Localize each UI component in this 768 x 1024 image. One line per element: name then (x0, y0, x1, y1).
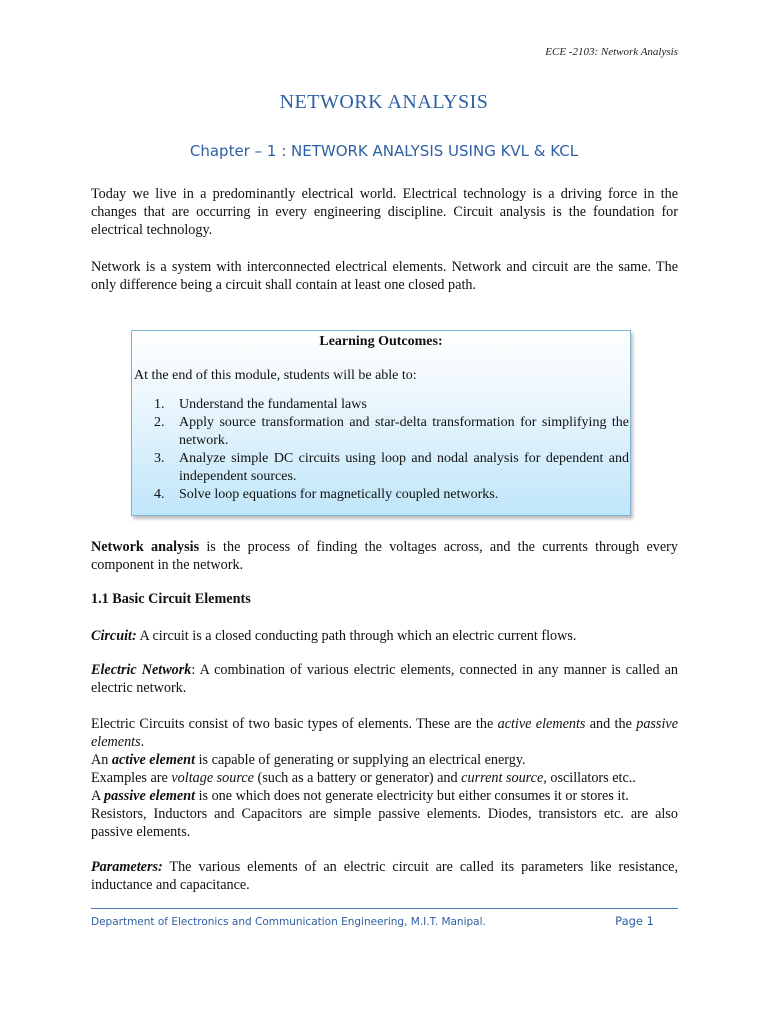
learning-outcomes-intro: At the end of this module, students will be able to: (134, 368, 417, 383)
text-run: is one which does not generate electricity but either consumes it or stores it. (195, 788, 629, 804)
network-paragraph: Network is a system with interconnected electrical elements. Network and circuit are the same. The only difference being a circuit shall contain at least one closed path. (91, 259, 678, 293)
learning-outcomes-box (131, 330, 631, 516)
text-run: is capable of generating or supplying an electrical energy. (195, 752, 526, 768)
element-details-paragraph (91, 751, 678, 841)
examples-line (91, 769, 678, 787)
header-course-code: ECE -2103: Network Analysis (545, 46, 678, 58)
definition-text: : A combination of various electric elements, connected in any manner is called an electric network. (91, 662, 678, 696)
emphasis-active-element: active element (111, 752, 196, 768)
page-number: 1 (646, 914, 654, 928)
footer-page (615, 914, 654, 928)
text-run: (such as a battery or generator) and (253, 770, 462, 786)
list-item (154, 486, 629, 504)
emphasis-voltage-source: voltage source (171, 770, 254, 786)
definition-text: is the process of finding the voltages across, and the currents through every component in the network. (91, 539, 678, 573)
text-run: and the (585, 716, 637, 732)
text-run: . (140, 734, 145, 750)
text-run: , oscillators etc.. (543, 770, 636, 786)
electric-network-definition (91, 661, 678, 697)
section-heading: 1.1 Basic Circuit Elements (91, 591, 251, 607)
emphasis-passive-element: passive element (104, 788, 196, 804)
list-item-text: Understand the fundamental laws (179, 397, 367, 412)
emphasis-active-elements: active elements (497, 716, 586, 732)
active-element-line (91, 751, 678, 769)
emphasis-current-source: current source (461, 770, 544, 786)
emphasis-passive-elements: passive elements (91, 716, 678, 750)
definition-term: Circuit: (91, 628, 137, 644)
list-item (154, 414, 629, 450)
page-label: Page (615, 914, 647, 928)
learning-outcomes-heading: Learning Outcomes: (319, 334, 443, 349)
text-run: Electric Circuits consist of two basic types of elements. These are the (91, 716, 498, 732)
footer-divider (91, 908, 678, 909)
list-item-text: Apply source transformation and star-delta transformation for simplifying the network. (179, 415, 629, 448)
definition-term: Network analysis (91, 539, 200, 555)
rlc-line: Resistors, Inductors and Capacitors are simple passive elements. Diodes, transistors etc. are also passive elements. (91, 806, 678, 840)
passive-element-line (91, 787, 678, 805)
network-analysis-definition (91, 538, 678, 574)
list-item (154, 396, 629, 414)
document-title: NETWORK ANALYSIS (279, 91, 489, 113)
element-types-paragraph (91, 715, 678, 751)
definition-text: The various elements of an electric circuit are called its parameters like resistance, inductance and capacitance. (91, 859, 678, 893)
text-run: A (91, 788, 105, 804)
definition-term: Parameters: (91, 859, 163, 875)
list-item-number: 2. (154, 415, 165, 430)
list-item-number: 4. (154, 487, 165, 502)
list-item-number: 3. (154, 451, 165, 466)
text-run: An (91, 752, 112, 768)
intro-paragraph: Today we live in a predominantly electrical world. Electrical technology is a driving force in the changes that are occurring in every engineering discipline. Circuit analysis is the foundation for electrical technology. (91, 186, 678, 238)
parameters-definition (91, 858, 678, 894)
text-run: Examples are (91, 770, 172, 786)
definition-text: A circuit is a closed conducting path through which an electric current flows. (136, 628, 577, 644)
list-item (154, 450, 629, 486)
learning-outcomes-list (154, 396, 629, 504)
list-item-text: Analyze simple DC circuits using loop and nodal analysis for dependent and independent sources. (179, 451, 629, 484)
chapter-title: Chapter – 1 : NETWORK ANALYSIS USING KVL & KCL (189, 142, 579, 160)
footer-department: Department of Electronics and Communication Engineering, M.I.T. Manipal. (91, 916, 486, 928)
circuit-definition (91, 627, 678, 645)
definition-term: Electric Network (91, 662, 192, 678)
list-item-number: 1. (154, 397, 165, 412)
list-item-text: Solve loop equations for magnetically coupled networks. (179, 487, 499, 502)
